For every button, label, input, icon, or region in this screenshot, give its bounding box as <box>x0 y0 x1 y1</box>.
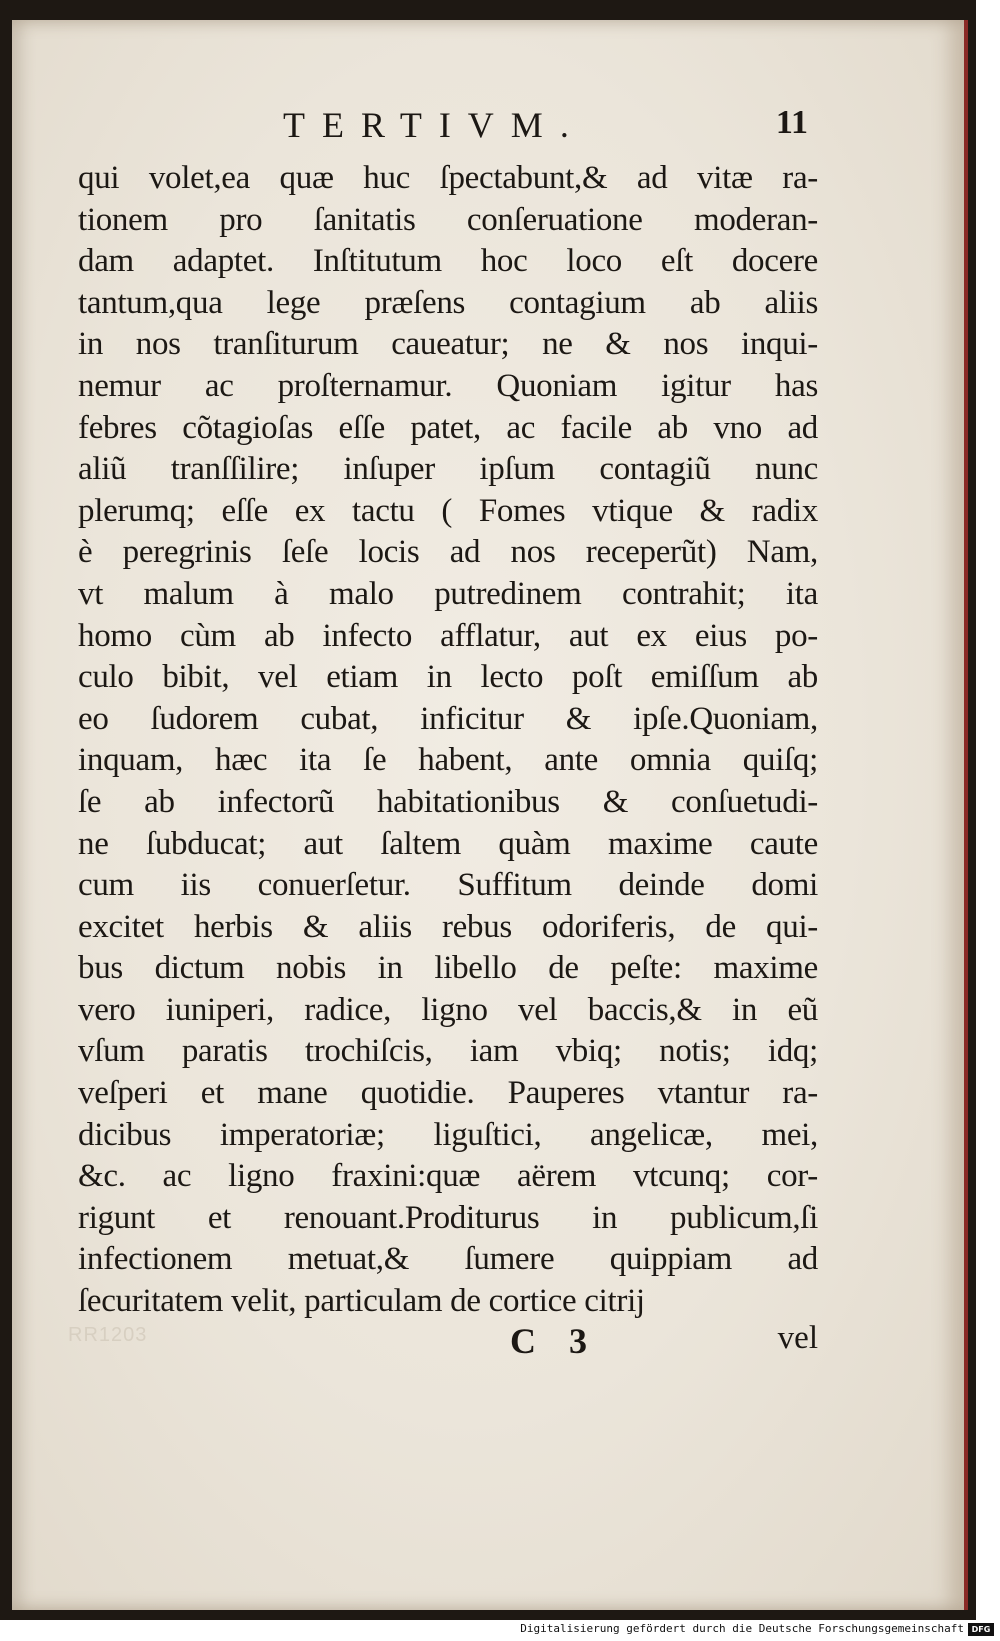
text-line: in nos tranſiturum caueatur; ne & nos inqui- <box>78 326 818 363</box>
text-line: homo cùm ab infecto afflatur, aut ex eius po- <box>78 617 818 654</box>
funding-credit: Digitalisierung gefördert durch die Deutsche Forschungsgemeinschaft <box>520 1622 964 1635</box>
text-line: ſecuritatem velit, particulam de cortice citrij <box>78 1283 645 1320</box>
dfg-logo-icon: DFG <box>968 1623 994 1636</box>
text-line: dam adaptet. Inſtitutum hoc loco eſt docere <box>78 243 818 280</box>
text-line: tionem pro ſanitatis conſeruatione moderan- <box>78 201 818 238</box>
text-line: &c. ac ligno fraxini:quæ aërem vtcunq; cor- <box>78 1158 818 1195</box>
text-line: vſum paratis trochiſcis, iam vbiq; notis; idq; <box>78 1033 818 1070</box>
text-line: nemur ac proſternamur. Quoniam igitur has <box>78 367 818 404</box>
catchword: vel <box>777 1320 818 1356</box>
text-line: dicibus imperatoriæ; liguſtici, angelicæ, mei, <box>78 1116 818 1153</box>
text-line: ſe ab infectorũ habitationibus & conſuetudi- <box>78 783 818 820</box>
text-line: vero iuniperi, radice, ligno vel baccis,& in eũ <box>78 991 818 1028</box>
text-line: eo ſudorem cubat, inficitur & ipſe.Quoniam, <box>78 700 818 737</box>
text-line: aliũ tranſſilire; inſuper ipſum contagiũ nunc <box>78 451 818 488</box>
text-line: bus dictum nobis in libello de peſte: maxime <box>78 950 818 987</box>
text-line: plerumq; eſſe ex tactu ( Fomes vtique & radix <box>78 492 818 529</box>
running-head <box>78 104 808 156</box>
text-line: inquam, hæc ita ſe habent, ante omnia quiſq; <box>78 742 818 779</box>
text-line: tantum,qua lege præſens contagium ab aliis <box>78 284 818 321</box>
text-line: vt malum à malo putredinem contrahit; ita <box>78 575 818 612</box>
text-line: febres cõtagioſas eſſe patet, ac facile ab vno ad <box>78 409 818 446</box>
page-number: 11 <box>775 104 808 141</box>
digitization-footer <box>0 1620 1000 1641</box>
book-page <box>12 20 968 1610</box>
text-line: infectionem metuat,& ſumere quippiam ad <box>78 1241 818 1278</box>
text-line: qui volet,ea quæ huc ſpectabunt,& ad vitæ ra- <box>78 160 818 196</box>
text-line: cum iis conuerſetur. Suffitum deinde domi <box>78 867 818 904</box>
text-line: veſperi et mane quotidie. Pauperes vtantur ra- <box>78 1075 818 1112</box>
text-line: è peregrinis ſeſe locis ad nos receperũt) Nam, <box>78 534 818 571</box>
text-line: rigunt et renouant.Proditurus in publicum,ſi <box>78 1199 818 1236</box>
library-stamp: RR1203 <box>68 1324 148 1346</box>
signature-mark: C 3 <box>510 1321 599 1361</box>
text-line: culo bibit, vel etiam in lecto poſt emiſſum ab <box>78 659 818 696</box>
body-text <box>78 158 818 1323</box>
page-foot <box>78 1320 818 1364</box>
running-head-title: TERTIVM. <box>283 105 586 145</box>
text-line: excitet herbis & aliis rebus odoriferis, de qui- <box>78 908 818 945</box>
text-line: ne ſubducat; aut ſaltem quàm maxime caute <box>78 825 818 862</box>
